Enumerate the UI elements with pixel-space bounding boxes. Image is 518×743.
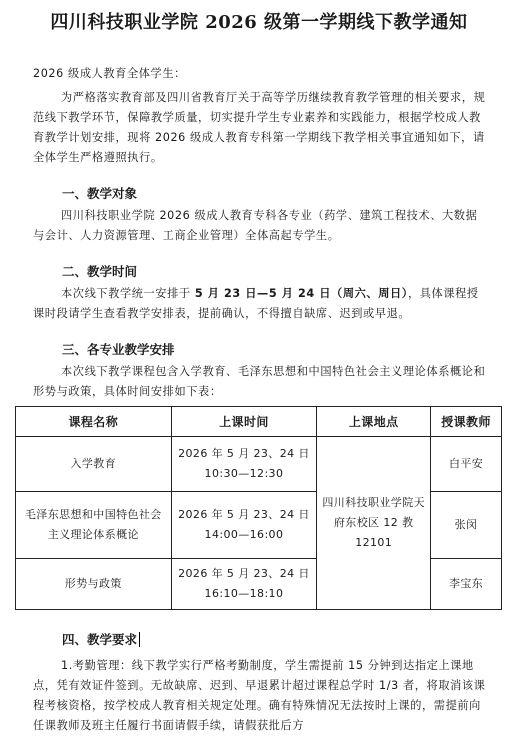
course-teacher: 李宝东 <box>431 559 502 610</box>
intro-paragraph: 为严格落实教育部及四川省教育厅关于高等学历继续教育教学管理的相关要求，规范线下教学环节，保障教学质量，切实提升学生专业素养和实践能力，根据学校成人教育教学计划安排，现将 2026 级成人教育专科第一学期线下教学相关事宜通知如下，请全体学生严格遵照执行。 <box>33 91 486 164</box>
table-row <box>16 437 502 492</box>
course-time-range: 10:30—12:30 <box>204 467 284 480</box>
section-heading-schedule: 三、各专业教学安排 <box>62 342 175 357</box>
schedule-table <box>15 406 502 610</box>
time-body-dates: 5 月 23 日—5 月 24 日（周六、周日） <box>194 287 408 300</box>
section-heading-time: 二、教学时间 <box>62 264 138 279</box>
document-title: 四川科技职业学院 2026 级第一学期线下教学通知 <box>50 12 468 33</box>
section-target-body: 四川科技职业学院 2026 级成人教育专科各专业（药学、建筑工程技术、大数据与会计、人力资源管理、工商企业管理）全体高起专学生。 <box>33 209 478 242</box>
section-heading-requirements <box>62 630 140 648</box>
course-date: 2026 年 5 月 23、24 日 <box>178 567 310 580</box>
course-name: 入学教育 <box>16 437 172 492</box>
course-time-range: 14:00—16:00 <box>204 528 284 541</box>
course-date: 2026 年 5 月 23、24 日 <box>178 447 310 460</box>
table-header-row <box>16 407 502 437</box>
course-teacher: 白平安 <box>431 437 502 492</box>
course-name: 毛泽东思想和中国特色社会主义理论体系概论 <box>16 492 172 559</box>
salutation: 2026 级成人教育全体学生： <box>33 67 186 80</box>
course-date: 2026 年 5 月 23、24 日 <box>178 508 310 521</box>
course-time-range: 16:10—18:10 <box>204 587 284 600</box>
section-schedule-body: 本次线下教学课程包含入学教育、毛泽东思想和中国特色社会主义理论体系概论和形势与政策，具体时间安排如下表： <box>33 365 486 398</box>
time-body-pre: 本次线下教学统一安排于 <box>61 287 195 300</box>
text-cursor[interactable] <box>139 632 140 647</box>
header-course: 课程名称 <box>16 407 172 437</box>
section-heading-target: 一、教学对象 <box>62 186 138 201</box>
header-time: 上课时间 <box>171 407 317 437</box>
course-time <box>171 437 317 492</box>
header-teacher: 授课教师 <box>431 407 502 437</box>
course-time <box>171 492 317 559</box>
requirement-attendance: 1.考勤管理：线下教学实行严格考勤制度，学生需提前 15 分钟到达指定上课地点，凭有效证件签到。无故缺席、迟到、早退累计超过课程总学时 1/3 者，将取消该课程考核资格，按学校成人教育相关规定处理。确有特殊情况无法按时上课的，需提前向任课教师及班主任履行书面请假手续，请假获批后方 <box>33 659 486 732</box>
course-teacher: 张闵 <box>431 492 502 559</box>
header-location: 上课地点 <box>317 407 431 437</box>
section-time-body <box>33 284 488 324</box>
course-time <box>171 559 317 610</box>
course-location: 四川科技职业学院天府东校区 12 教 12101 <box>317 437 431 610</box>
requirements-heading-text: 四、教学要求 <box>62 632 138 647</box>
time-body-post: ，具体课程授课时段请学生查看教学安排表，提前确认，不得擅自缺席、迟到或早退。 <box>33 287 479 320</box>
course-name: 形势与政策 <box>16 559 172 610</box>
